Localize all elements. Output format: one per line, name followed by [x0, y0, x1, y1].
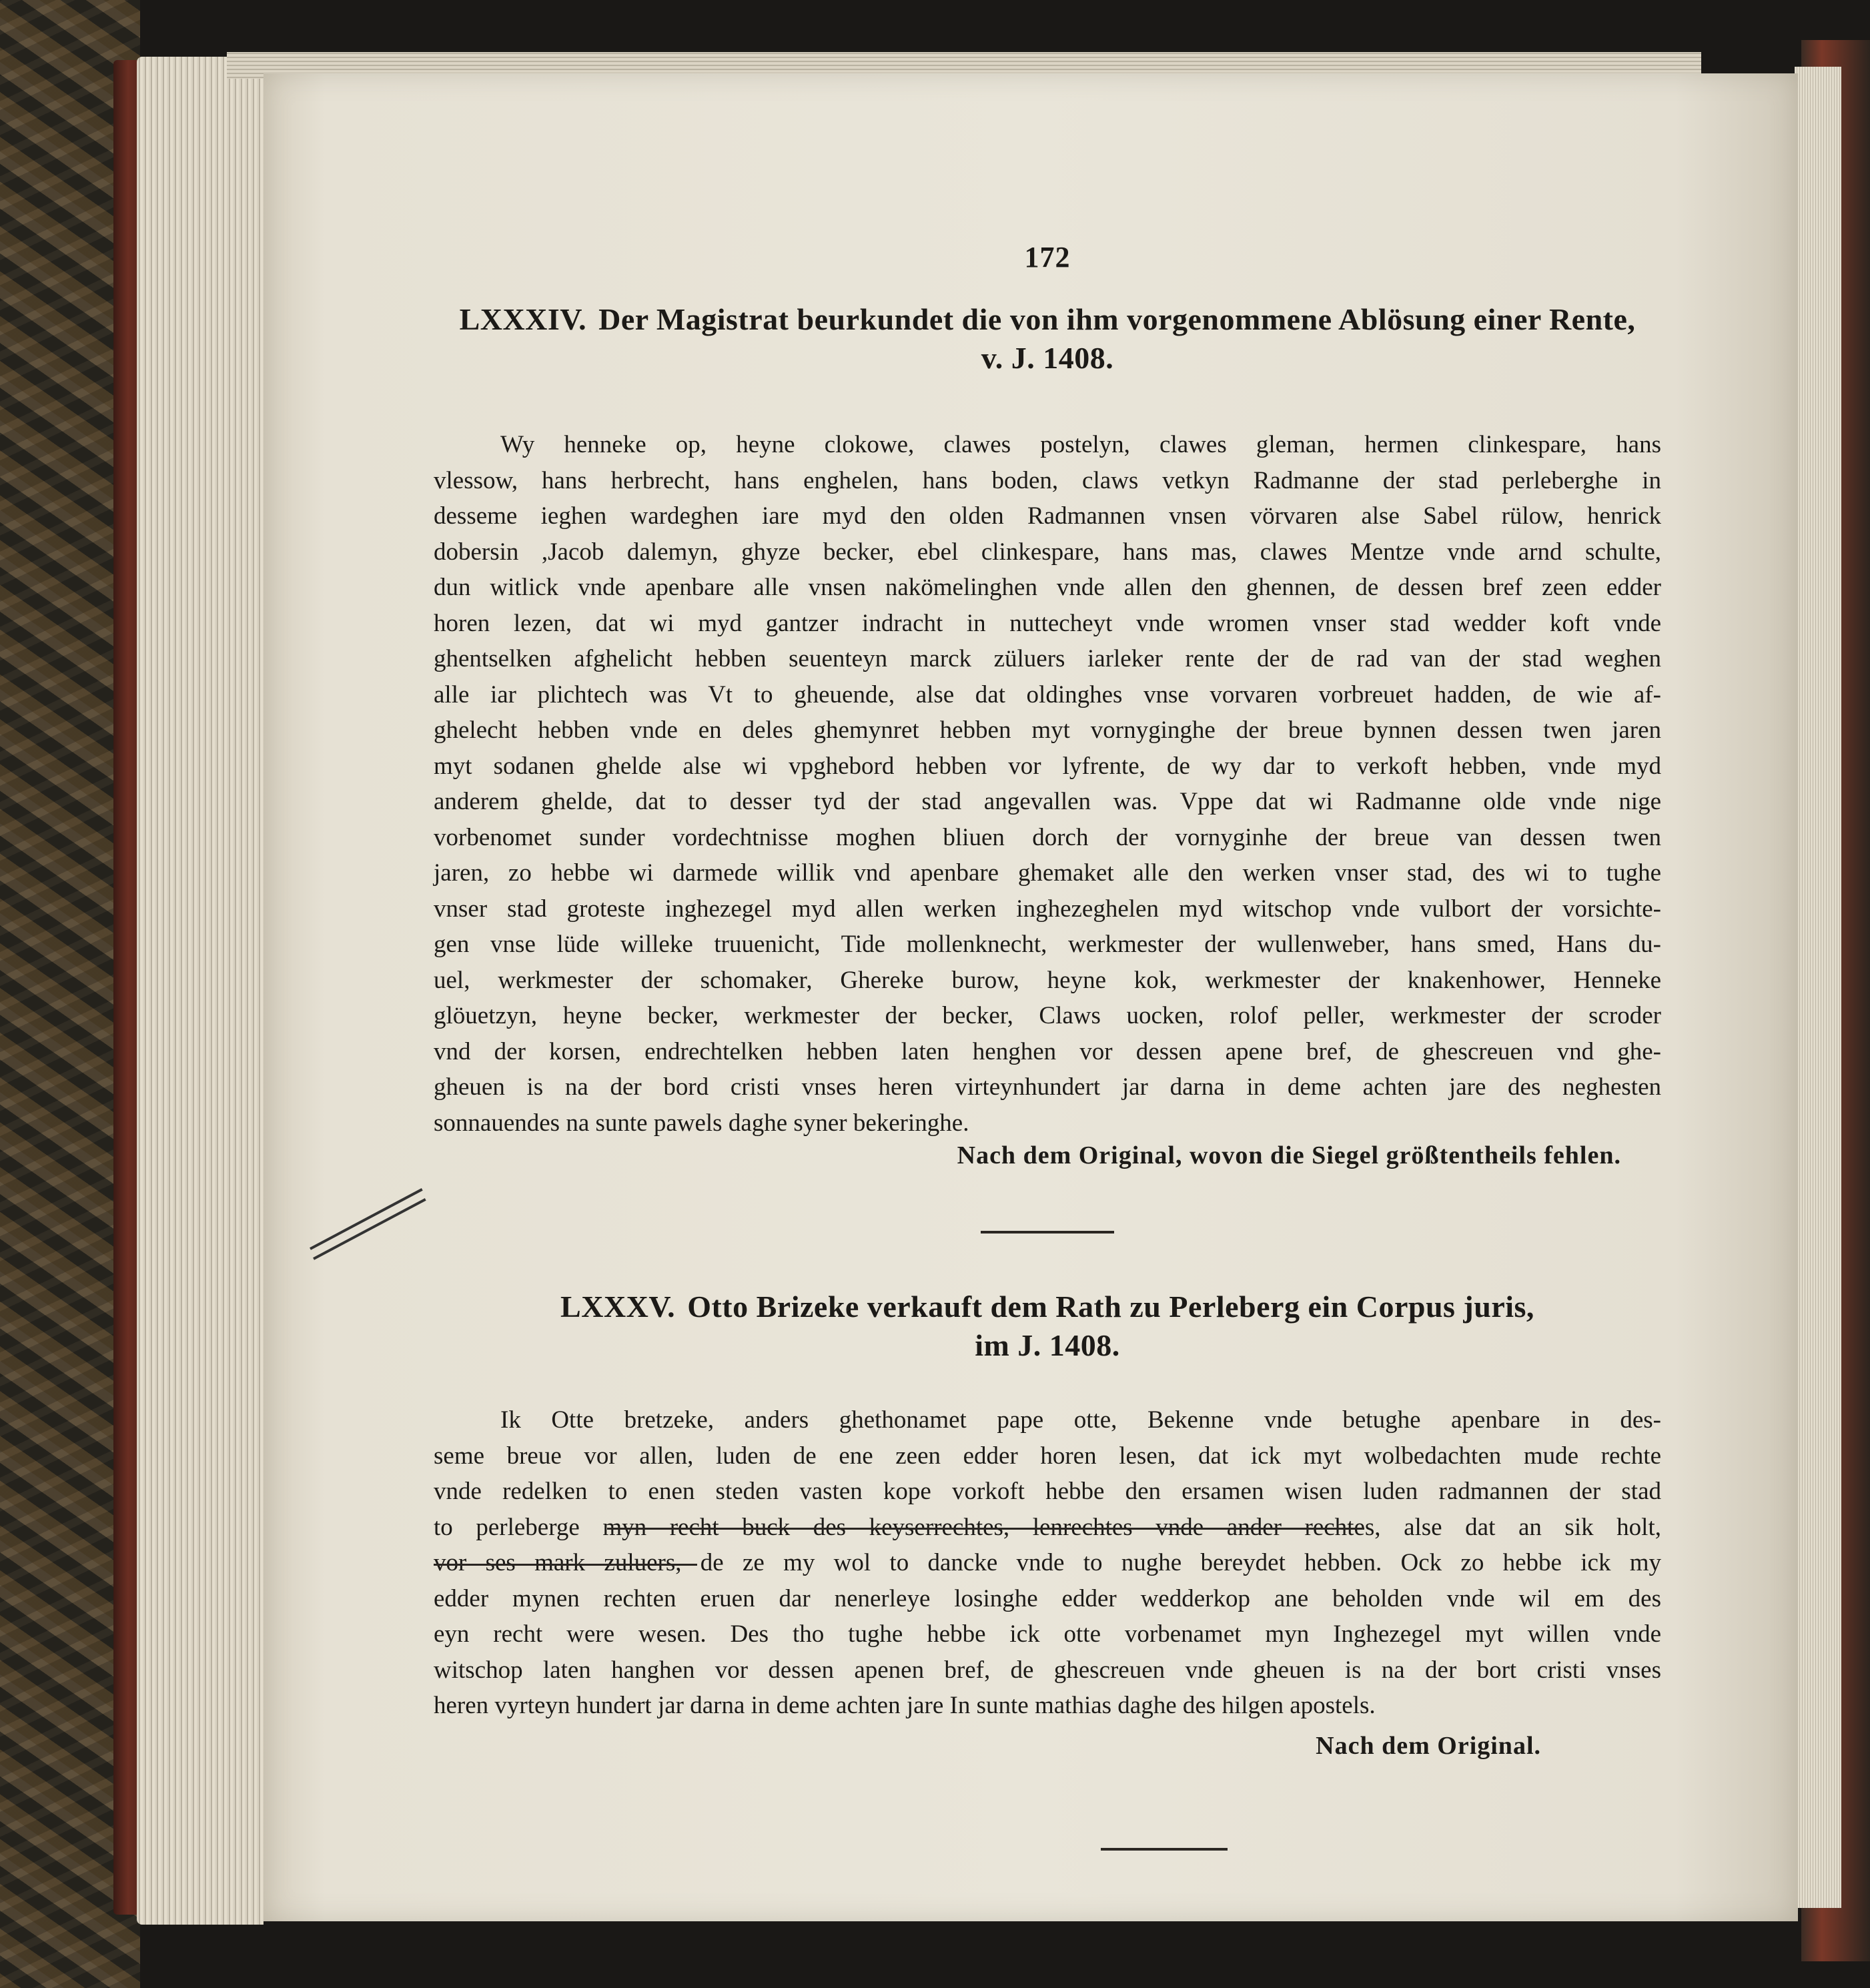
heading-line-2: v. J. 1408. — [981, 341, 1114, 375]
text-line: gen vnse lüde willeke truuenicht, Tide mollenknecht, werkmester der wullenweber, hans smed, Hans du- — [434, 931, 1661, 958]
book-page — [264, 73, 1798, 1921]
section-text-lxxxv — [434, 1402, 1661, 1724]
section-divider — [981, 1231, 1114, 1233]
text-line: witschop laten hanghen vor dessen apenen bref, de ghescreuen vnde gheuen is na der bort cristi vnses — [434, 1656, 1661, 1684]
section-heading-lxxxiv — [434, 300, 1661, 378]
page-edges-right — [1795, 67, 1841, 1908]
text-line: uel, werkmester der schomaker, Ghereke burow, heyne kok, werkmester der knakenhower, Henneke — [434, 966, 1661, 994]
text-line: Ik Otte bretzeke, anders ghethonamet pape otte, Bekenne vnde betughe apenbare in des- — [500, 1406, 1661, 1434]
text-line: gheuen is na der bord cristi vnses heren virteynhundert jar darna in deme achten jare des neghesten — [434, 1073, 1661, 1101]
text-line: to perleberge myn recht buck des keyserrechtes, lenrechtes vnde ander rechtes, alse dat an sik holt, — [434, 1513, 1661, 1541]
page-number: 172 — [1024, 241, 1071, 274]
text-line: Wy henneke op, heyne clokowe, clawes postelyn, clawes gleman, hermen clinkespare, hans — [500, 431, 1661, 458]
text-line: ghentselken afghelicht hebben seuenteyn marck züluers iarleker rente der de rad van der stad weghen — [434, 645, 1661, 672]
text-line: horen lezen, dat wi myd gantzer indracht in nuttecheyt vnde wromen vnser stad wedder koft vnde — [434, 609, 1661, 637]
text-line: sonnauendes na sunte pawels daghe syner bekeringhe. — [434, 1109, 969, 1137]
text-line: seme breue vor allen, luden de ene zeen edder horen lesen, dat ick myt wolbedachten mude rechte — [434, 1442, 1661, 1470]
text-line: vnd der korsen, endrechtelken hebben laten henghen vor dessen apene bref, de ghescreuen vnd ghe- — [434, 1037, 1661, 1065]
text-line: dun witlick vnde apenbare alle vnsen nakömelinghen vnde allen den ghennen, de dessen bref zeen edder — [434, 574, 1661, 601]
section-title: Otto Brizeke verkauft dem Rath zu Perleberg ein Corpus juris, — [687, 1290, 1534, 1324]
text-line: alle iar plichtech was Vt to gheuende, alse dat oldinghes vnse vorvaren vorbreuet hadden, de wie af- — [434, 680, 1661, 708]
text-line: glöuetzyn, heyne becker, werkmester der becker, Claws uocken, rolof peller, werkmester der scroder — [434, 1002, 1661, 1029]
section-roman-numeral: LXXXV. — [560, 1290, 676, 1324]
text-line: eyn recht were wesen. Des tho tughe hebbe ick otte vorbenamet myn Inghezegel myt willen vnde — [434, 1620, 1661, 1648]
page-content — [434, 160, 1661, 1895]
text-line: vnser stad groteste inghezegel myd allen werken inghezeghelen myd witschop vnde vulbort der vorsichte- — [434, 895, 1661, 923]
text-line: vlessow, hans herbrecht, hans enghelen, hans boden, claws vetkyn Radmanne der stad perleberghe in — [434, 466, 1661, 494]
text-line: vor ses mark zuluers, de ze my wol to dancke vnde to nughe bereydet hebben. Ock zo hebbe ick my — [434, 1549, 1661, 1576]
text-line: anderem ghelde, dat to desser tyd der stad angevallen was. Vppe dat wi Radmanne olde vnde nige — [434, 788, 1661, 815]
heading-line-1 — [434, 300, 1661, 339]
text-line: edder mynen rechten eruen dar nenerleye losinghe edder wedderkop ane beholden vnde wil em des — [434, 1584, 1661, 1612]
section-divider — [1101, 1848, 1228, 1851]
section-heading-lxxxv — [434, 1288, 1661, 1365]
handwritten-underline — [607, 1528, 1364, 1530]
section-text-lxxxiv — [434, 427, 1661, 1141]
heading-line-1 — [434, 1288, 1661, 1326]
text-line: vnde redelken to enen steden vasten kope vorkoft hebbe den ersamen wisen luden radmannen der stad — [434, 1478, 1661, 1505]
handwritten-underline — [434, 1564, 697, 1566]
text-line: dobersin ,Jacob dalemyn, ghyze becker, ebel clinkespare, hans mas, clawes Mentze vnde arnd schulte, — [434, 538, 1661, 566]
heading-line-2: im J. 1408. — [975, 1328, 1120, 1362]
text-line: jaren, zo hebbe wi darmede willik vnd apenbare ghemaket alle den werken vnser stad, des wi to tughe — [434, 859, 1661, 887]
source-note-lxxxv: Nach dem Original. — [1316, 1732, 1541, 1760]
text-line: myt sodanen ghelde alse wi vpghebord hebben vor lyfrente, de wy dar to verkoft hebben, vnde myd — [434, 752, 1661, 780]
text-line: heren vyrteyn hundert jar darna in deme achten jare In sunte mathias daghe des hilgen apostels. — [434, 1692, 1376, 1719]
section-roman-numeral: LXXXIV. — [459, 302, 587, 336]
text-line: vorbenomet sunder vordechtnisse moghen bliuen dorch der vornyginhe der breue van dessen twen — [434, 823, 1661, 851]
section-title: Der Magistrat beurkundet die von ihm vorgenommene Ablösung einer Rente, — [598, 302, 1636, 336]
text-line: desseme ieghen wardeghen iare myd den olden Radmannen vnsen vörvaren alse Sabel rülow, henrick — [434, 502, 1661, 530]
source-note-lxxxiv: Nach dem Original, wovon die Siegel größtentheils fehlen. — [957, 1141, 1621, 1169]
page-edges-left — [137, 57, 264, 1925]
text-line: ghelecht hebben vnde en deles ghemynret hebben myt vornyginghe der breue bynnen dessen twen jaren — [434, 716, 1661, 744]
